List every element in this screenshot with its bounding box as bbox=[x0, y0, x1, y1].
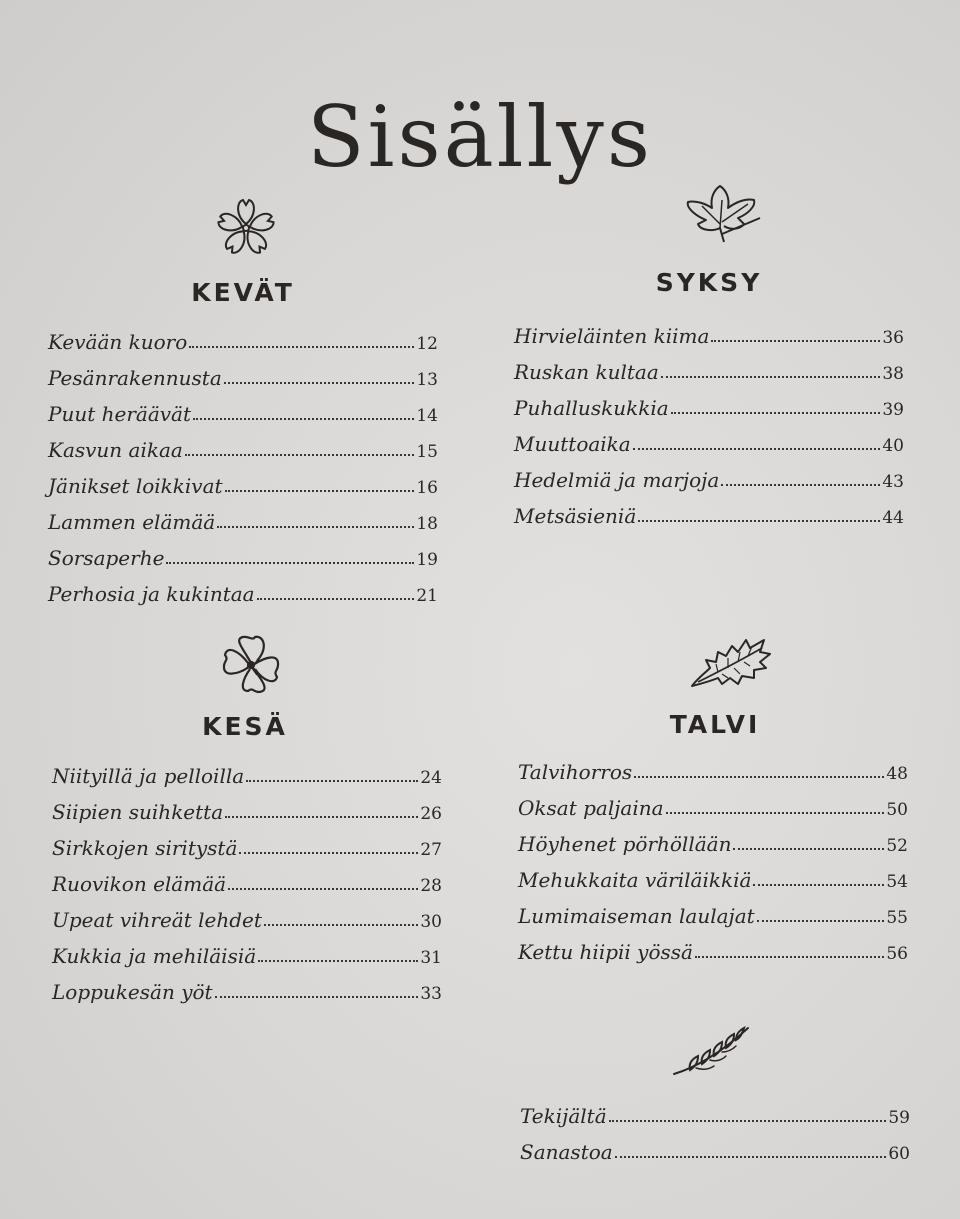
dot-leader bbox=[733, 848, 884, 850]
toc-entry[interactable] bbox=[48, 426, 438, 462]
toc-entry[interactable] bbox=[514, 492, 904, 528]
toc-entry[interactable] bbox=[514, 348, 904, 384]
toc-entry[interactable] bbox=[520, 1092, 910, 1128]
toc-entry-page: 38 bbox=[882, 364, 904, 384]
toc-entry-page: 39 bbox=[882, 400, 904, 420]
dot-leader bbox=[215, 996, 419, 998]
dot-leader bbox=[615, 1156, 887, 1158]
section-talvi bbox=[520, 710, 910, 739]
toc-list-kesa bbox=[52, 752, 442, 1004]
toc-entry-title: Puhalluskukkia bbox=[514, 396, 669, 420]
dot-leader bbox=[224, 382, 415, 384]
toc-entry-page: 19 bbox=[416, 550, 438, 570]
toc-entry-title: Hirvieläinten kiima bbox=[514, 324, 710, 348]
dot-leader bbox=[166, 562, 414, 564]
dot-leader bbox=[609, 1120, 887, 1122]
dot-leader bbox=[189, 346, 414, 348]
toc-entry-title: Mehukkaita väriläikkiä bbox=[518, 868, 752, 892]
toc-entry-title: Upeat vihreät lehdet bbox=[52, 908, 262, 932]
toc-entry[interactable] bbox=[52, 932, 442, 968]
dot-leader bbox=[264, 924, 418, 926]
toc-entry-page: 43 bbox=[882, 472, 904, 492]
toc-entry-title: Puut heräävät bbox=[48, 402, 191, 426]
toc-entry-page: 30 bbox=[420, 912, 442, 932]
section-heading-kevat: KEVÄT bbox=[191, 278, 295, 307]
toc-entry[interactable] bbox=[514, 456, 904, 492]
dot-leader bbox=[757, 920, 885, 922]
toc-entry-page: 27 bbox=[420, 840, 442, 860]
toc-list-syksy bbox=[514, 312, 904, 528]
toc-entry[interactable] bbox=[48, 390, 438, 426]
toc-entry-page: 48 bbox=[886, 764, 908, 784]
toc-entry-page: 24 bbox=[420, 768, 442, 788]
toc-entry-page: 54 bbox=[886, 872, 908, 892]
toc-entry-title: Sirkkojen siritystä bbox=[52, 836, 238, 860]
toc-entry-title: Lammen elämää bbox=[48, 510, 216, 534]
toc-entry[interactable] bbox=[514, 312, 904, 348]
toc-entry-title: Jänikset loikkivat bbox=[48, 474, 223, 498]
toc-entry-title: Muuttoaika bbox=[514, 432, 631, 456]
toc-entry[interactable] bbox=[514, 420, 904, 456]
toc-entry[interactable] bbox=[48, 354, 438, 390]
toc-entry-page: 40 bbox=[882, 436, 904, 456]
toc-entry-page: 15 bbox=[416, 442, 438, 462]
toc-entry-page: 44 bbox=[882, 508, 904, 528]
toc-entry-page: 59 bbox=[888, 1108, 910, 1128]
toc-entry[interactable] bbox=[48, 534, 438, 570]
dot-leader bbox=[671, 412, 881, 414]
pansy-flower-icon bbox=[220, 634, 282, 696]
dot-leader bbox=[257, 598, 415, 600]
toc-entry-title: Siipien suihketta bbox=[52, 800, 224, 824]
dot-leader bbox=[753, 884, 884, 886]
toc-entry[interactable] bbox=[48, 462, 438, 498]
dot-leader bbox=[258, 960, 418, 962]
toc-entry[interactable] bbox=[518, 856, 908, 892]
holly-leaf-icon bbox=[688, 634, 772, 690]
toc-entry[interactable] bbox=[52, 824, 442, 860]
section-heading-talvi: TALVI bbox=[669, 710, 761, 739]
toc-entry-title: Kasvun aikaa bbox=[48, 438, 183, 462]
dot-leader bbox=[661, 376, 881, 378]
toc-entry[interactable] bbox=[520, 1128, 910, 1164]
section-heading-syksy: SYKSY bbox=[655, 268, 763, 297]
toc-entry-title: Perhosia ja kukintaa bbox=[48, 582, 255, 606]
toc-entry[interactable] bbox=[518, 928, 908, 964]
cherry-blossom-icon bbox=[214, 196, 278, 260]
toc-entry-page: 21 bbox=[416, 586, 438, 606]
dot-leader bbox=[185, 454, 415, 456]
toc-list-kevat bbox=[48, 318, 438, 606]
section-syksy bbox=[514, 268, 904, 297]
toc-list-extra bbox=[520, 1092, 910, 1164]
toc-entry-title: Sorsaperhe bbox=[48, 546, 165, 570]
toc-entry-page: 13 bbox=[416, 370, 438, 390]
dot-leader bbox=[239, 852, 418, 854]
dot-leader bbox=[711, 340, 880, 342]
toc-entry-title: Ruskan kultaa bbox=[514, 360, 659, 384]
toc-entry[interactable] bbox=[514, 384, 904, 420]
toc-entry-title: Loppukesän yöt bbox=[52, 980, 213, 1004]
toc-entry-page: 52 bbox=[886, 836, 908, 856]
page-title: Sisällys bbox=[307, 88, 653, 187]
toc-entry[interactable] bbox=[52, 860, 442, 896]
toc-entry-page: 36 bbox=[882, 328, 904, 348]
toc-entry[interactable] bbox=[48, 570, 438, 606]
toc-entry-page: 50 bbox=[886, 800, 908, 820]
toc-entry[interactable] bbox=[48, 318, 438, 354]
dot-leader bbox=[633, 448, 881, 450]
toc-entry-title: Niityillä ja pelloilla bbox=[52, 764, 245, 788]
dot-leader bbox=[634, 776, 884, 778]
dot-leader bbox=[246, 780, 418, 782]
toc-entry-page: 55 bbox=[886, 908, 908, 928]
toc-entry-page: 60 bbox=[888, 1144, 910, 1164]
toc-entry-page: 28 bbox=[420, 876, 442, 896]
dot-leader bbox=[225, 490, 415, 492]
toc-entry[interactable] bbox=[518, 892, 908, 928]
toc-entry-page: 26 bbox=[420, 804, 442, 824]
fern-sprig-icon bbox=[670, 1024, 754, 1080]
toc-entry-page: 12 bbox=[416, 334, 438, 354]
toc-entry-title: Metsäsieniä bbox=[514, 504, 637, 528]
toc-entry[interactable] bbox=[518, 784, 908, 820]
dot-leader bbox=[228, 888, 418, 890]
toc-entry-page: 31 bbox=[420, 948, 442, 968]
toc-entry-title: Kevään kuoro bbox=[48, 330, 188, 354]
toc-entry-page: 56 bbox=[886, 944, 908, 964]
toc-entry-title: Kettu hiipii yössä bbox=[518, 940, 693, 964]
toc-entry-title: Hedelmiä ja marjoja bbox=[514, 468, 720, 492]
toc-entry[interactable] bbox=[518, 748, 908, 784]
toc-entry-title: Lumimaiseman laulajat bbox=[518, 904, 755, 928]
toc-entry-title: Talvihorros bbox=[518, 760, 633, 784]
toc-entry-title: Tekijältä bbox=[520, 1104, 607, 1128]
toc-entry[interactable] bbox=[52, 896, 442, 932]
dot-leader bbox=[666, 812, 885, 814]
toc-entry-page: 18 bbox=[416, 514, 438, 534]
section-kesa bbox=[50, 712, 440, 741]
toc-entry-title: Oksat paljaina bbox=[518, 796, 664, 820]
toc-entry-title: Sanastoa bbox=[520, 1140, 613, 1164]
toc-entry[interactable] bbox=[52, 968, 442, 1004]
maple-leaf-icon bbox=[684, 184, 766, 248]
dot-leader bbox=[721, 484, 880, 486]
dot-leader bbox=[193, 418, 414, 420]
toc-entry[interactable] bbox=[518, 820, 908, 856]
dot-leader bbox=[217, 526, 414, 528]
toc-entry-page: 16 bbox=[416, 478, 438, 498]
dot-leader bbox=[225, 816, 418, 818]
toc-list-talvi bbox=[518, 748, 908, 964]
toc-entry[interactable] bbox=[52, 788, 442, 824]
toc-entry-page: 33 bbox=[420, 984, 442, 1004]
dot-leader bbox=[695, 956, 884, 958]
toc-entry-title: Pesänrakennusta bbox=[48, 366, 222, 390]
toc-entry[interactable] bbox=[48, 498, 438, 534]
toc-entry-title: Kukkia ja mehiläisiä bbox=[52, 944, 257, 968]
section-heading-kesa: KESÄ bbox=[202, 712, 288, 741]
dot-leader bbox=[638, 520, 880, 522]
toc-entry-page: 14 bbox=[416, 406, 438, 426]
toc-entry-title: Ruovikon elämää bbox=[52, 872, 227, 896]
section-kevat bbox=[48, 278, 438, 307]
toc-entry[interactable] bbox=[52, 752, 442, 788]
toc-entry-title: Höyhenet pörhöllään bbox=[518, 832, 732, 856]
